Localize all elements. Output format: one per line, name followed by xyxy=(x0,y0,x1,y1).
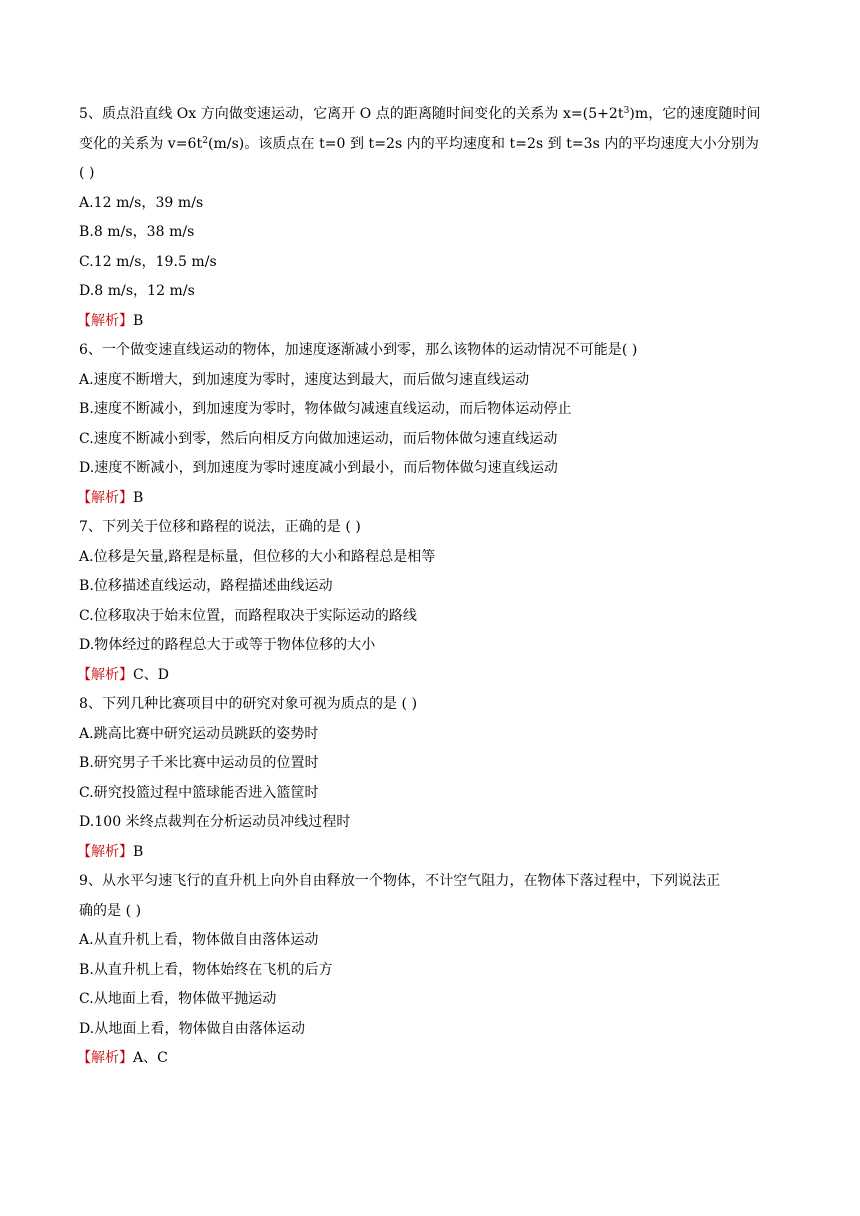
option-c: C.位移取决于始末位置，而路程取决于实际运动的路线 xyxy=(79,607,417,624)
answer-value: C、D xyxy=(133,666,169,683)
answer-line xyxy=(77,838,789,868)
answer-value: A、C xyxy=(133,1050,168,1066)
document-page xyxy=(79,100,789,1074)
question-stem-line: 6、一个做变速直线运动的物体，加速度逐渐减小到零，那么该物体的运动情况不可能是( ) xyxy=(79,342,638,358)
option-b: B.8 m/s，38 m/s xyxy=(79,224,195,240)
answer-value: B xyxy=(133,843,144,860)
question-stem-line: 7、下列关于位移和路程的说法，正确的是 ( ) xyxy=(79,519,361,535)
option-c: C.从地面上看，物体做平抛运动 xyxy=(79,991,277,1007)
option-a: A.从直升机上看，物体做自由落体运动 xyxy=(79,932,319,948)
option-a: A.12 m/s，39 m/s xyxy=(79,194,204,211)
question-stem-line: 9、从水平匀速飞行的直升机上向外自由释放一个物体，不计空气阻力，在物体下落过程中，下列说法正 xyxy=(79,873,721,889)
option-c: C.12 m/s，19.5 m/s xyxy=(79,253,217,270)
question-6 xyxy=(79,336,789,513)
answer-line xyxy=(77,1044,789,1074)
option-a: A.跳高比赛中研究运动员跳跃的姿势时 xyxy=(79,725,319,742)
option-b: B.位移描述直线运动，路程描述曲线运动 xyxy=(79,578,333,594)
answer-label: 【解析】 xyxy=(77,666,133,683)
answer-label: 【解析】 xyxy=(77,489,133,506)
question-stem-line: 8、下列几种比赛项目中的研究对象可视为质点的是 ( ) xyxy=(79,696,418,712)
answer-line xyxy=(77,307,789,337)
option-b: B.速度不断减小，到加速度为零时，物体做匀减速直线运动，而后物体运动停止 xyxy=(79,401,572,417)
option-b: B.从直升机上看，物体始终在飞机的后方 xyxy=(79,961,333,978)
answer-label: 【解析】 xyxy=(77,312,133,329)
option-d: D.从地面上看，物体做自由落体运动 xyxy=(79,1020,306,1037)
question-stem-line: 确的是 ( ) xyxy=(79,902,142,919)
option-d: D.100 米终点裁判在分析运动员冲线过程时 xyxy=(79,814,351,830)
option-d: D.8 m/s，12 m/s xyxy=(79,283,195,299)
question-5 xyxy=(79,100,789,336)
question-stem-line: ( ) xyxy=(79,165,95,181)
question-7 xyxy=(79,513,789,690)
answer-label: 【解析】 xyxy=(77,1050,133,1066)
option-c: C.研究投篮过程中篮球能否进入篮筐时 xyxy=(79,784,319,801)
answer-line xyxy=(77,661,789,691)
answer-label: 【解析】 xyxy=(77,843,133,860)
option-d: D.物体经过的路程总大于或等于物体位移的大小 xyxy=(79,637,376,653)
answer-line xyxy=(77,484,789,514)
option-b: B.研究男子千米比赛中运动员的位置时 xyxy=(79,755,319,771)
question-9 xyxy=(79,867,789,1074)
option-c: C.速度不断减小到零，然后向相反方向做加速运动，而后物体做匀速直线运动 xyxy=(79,430,558,447)
answer-value: B xyxy=(133,489,144,506)
option-d: D.速度不断减小，到加速度为零时速度减小到最小，而后物体做匀速直线运动 xyxy=(79,460,558,476)
answer-value: B xyxy=(133,312,144,329)
question-stem-line: 5、质点沿直线 Ox 方向做变速运动，它离开 O 点的距离随时间变化的关系为 $x=(5+2t^3)m$，它的速度随时间 xyxy=(79,106,761,122)
question-8 xyxy=(79,690,789,867)
question-stem-line: 变化的关系为 $v=6t^2(m/s)$。该质点在 t=0 到 t=2s 内的平均速度和 t=2s 到 t=3s 内的平均速度大小分别为 xyxy=(79,135,759,152)
option-a: A.位移是矢量,路程是标量，但位移的大小和路程总是相等 xyxy=(79,548,436,565)
option-a: A.速度不断增大，到加速度为零时，速度达到最大，而后做匀速直线运动 xyxy=(79,371,530,388)
